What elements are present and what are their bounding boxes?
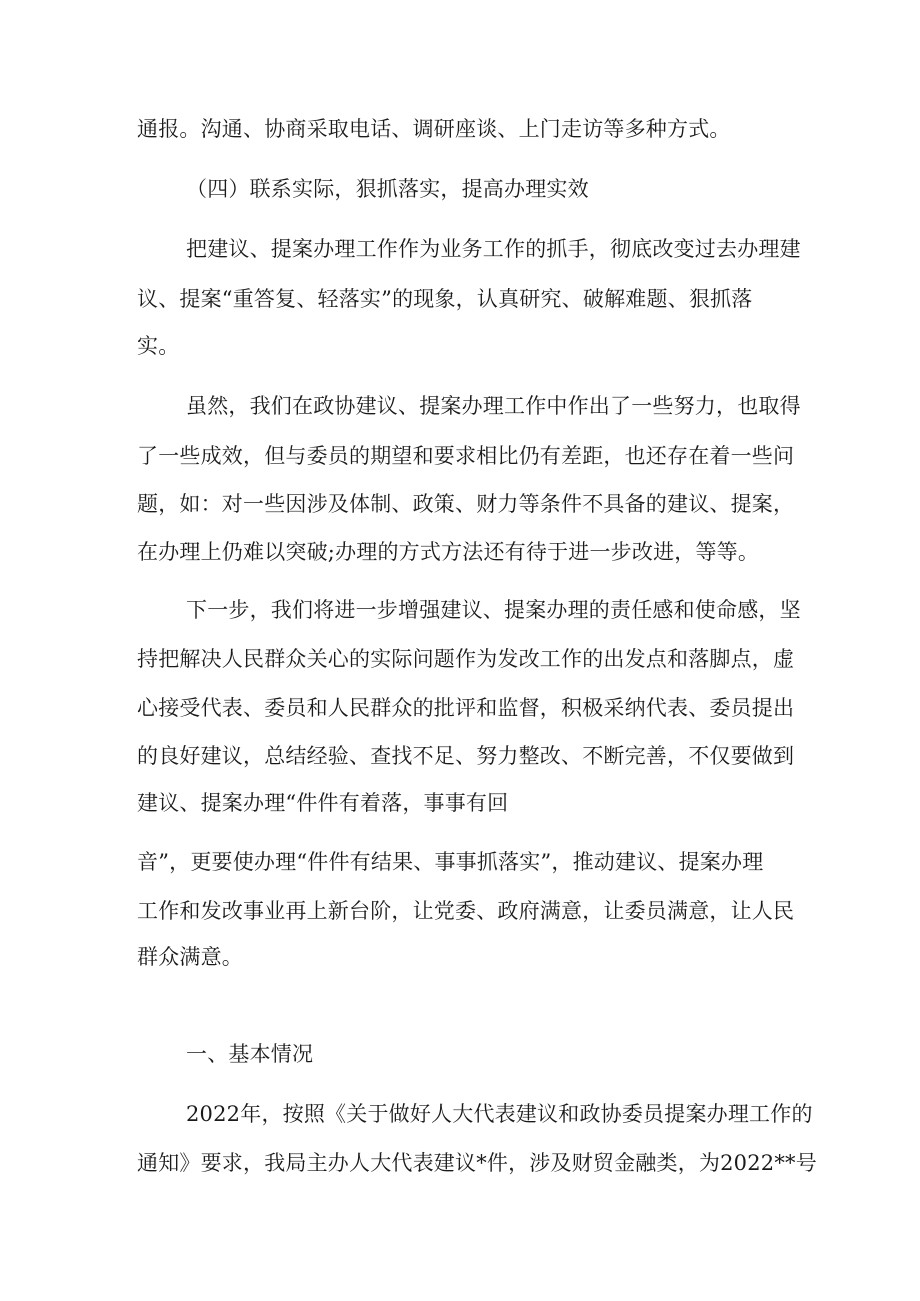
text-line: 持把解决人民群众关心的实际问题作为发改工作的出发点和落脚点，虚 [137,647,795,671]
text-line: 把建议、提案办理工作作为业务工作的抓手，彻底改变过去办理建 [186,237,801,261]
text-line: 心接受代表、委员和人民群众的批评和监督，积极采纳代表、委员提出 [137,696,795,720]
text-line: 2022年，按照《关于做好人大代表建议和政协委员提案办理工作的 [186,1102,813,1126]
section-heading: （四）联系实际，狠抓落实，提高办理实效 [186,177,589,201]
text-line: 题，如：对一些因涉及体制、政策、财力等条件不具备的建议、提案， [137,492,795,516]
text-line: 建议、提案办理“件件有着落，事事有回 [137,791,509,815]
text-line: 工作和发改事业再上新台阶，让党委、政府满意，让委员满意，让人民 [137,899,795,923]
text-line: 在办理上仍难以突破;办理的方式方法还有待于进一步改进，等等。 [137,540,760,564]
text-line: 通知》要求，我局主办人大代表建议*件，涉及财贸金融类，为2022**号 [137,1151,817,1175]
text-line: 的良好建议，总结经验、查找不足、努力整改、不断完善，不仅要做到 [137,744,795,768]
text-line: 实。 [137,334,180,358]
text-line: 群众满意。 [137,945,243,969]
section-heading: 一、基本情况 [186,1042,314,1066]
text-line: 音”，更要使办理“件件有结果、事事抓落实”，推动建议、提案办理 [137,850,764,874]
text-line: 下一步，我们将进一步增强建议、提案办理的责任感和使命感，坚 [186,598,801,622]
text-line: 了一些成效，但与委员的期望和要求相比仍有差距，也还存在着一些问 [137,444,795,468]
text-line: 虽然，我们在政协建议、提案办理工作中作出了一些努力，也取得 [186,394,801,418]
text-line: 议、提案“重答复、轻落实”的现象，认真研究、破解难题、狠抓落 [137,287,753,311]
text-line: 通报。沟通、协商采取电话、调研座谈、上门走访等多种方式。 [137,117,731,141]
